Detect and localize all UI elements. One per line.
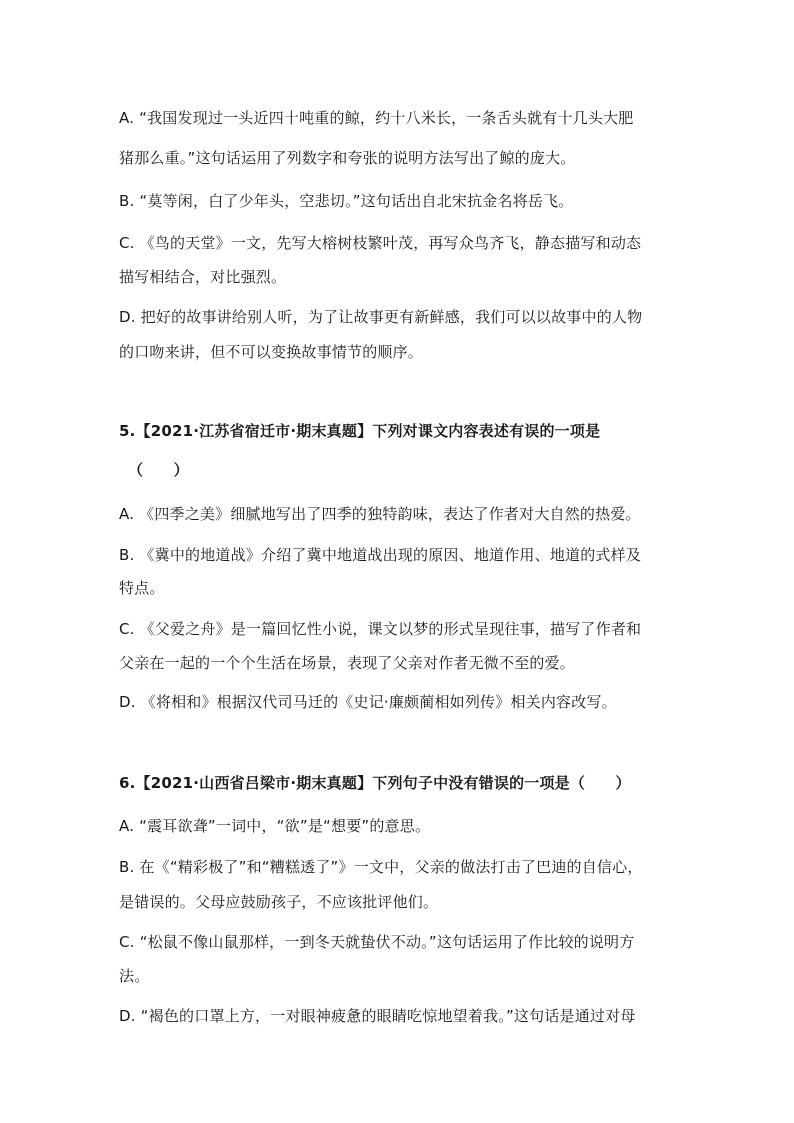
q4-option-a-line2: 猪那么重。”这句话运用了列数字和夸张的说明方法写出了鲸的庞大。 [119,149,576,167]
q5-answer-bracket: （ ） [128,461,189,479]
q4-option-c-line1: C. 《鸟的天堂》一文，先写大榕树枝繁叶茂，再写众鸟齐飞，静态描写和动态 [119,234,642,252]
q4-option-b: B. “莫等闲，白了少年头，空悲切。”这句话出自北宋抗金名将岳飞。 [119,192,574,210]
q5-option-b-line2: 特点。 [119,579,165,597]
q6-option-c-line2: 法。 [119,967,150,985]
q6-option-d: D. “褐色的口罩上方，一对眼神疲惫的眼睛吃惊地望着我。”这句话是通过对母 [119,1007,636,1025]
q5-title: 5.【2021·江苏省宿迁市·期末真题】下列对课文内容表述有误的一项是 [119,422,601,440]
q5-option-b-line1: B. 《冀中的地道战》介绍了冀中地道战出现的原因、地道作用、地道的式样及 [119,546,642,564]
q6-option-b-line1: B. 在《“精彩极了”和“糟糕透了”》一文中，父亲的做法打击了巴迪的自信心， [119,858,643,876]
q4-option-d-line1: D. 把好的故事讲给别人听，为了让故事更有新鲜感，我们可以以故事中的人物 [119,308,643,326]
q6-title: 6.【2021·山西省吕梁市·期末真题】下列句子中没有错误的一项是（ ） [119,774,631,792]
q5-option-d: D. 《将相和》根据汉代司马迁的《史记·廉颇蔺相如列传》相关内容改写。 [119,693,617,711]
q6-option-c-line1: C. “松鼠不像山鼠那样，一到冬天就蛰伏不动。”这句话运用了作比较的说明方 [119,933,635,951]
q5-option-c-line1: C. 《父爱之舟》是一篇回忆性小说，课文以梦的形式呈现往事，描写了作者和 [119,620,642,638]
q4-option-a-line1: A. “我国发现过一头近四十吨重的鲸，约十八米长，一条舌头就有十几头大肥 [119,109,634,127]
q4-option-c-line2: 描写相结合，对比强烈。 [119,268,287,286]
q5-option-c-line2: 父亲在一起的一个个生活在场景，表现了父亲对作者无微不至的爱。 [119,654,576,672]
q5-option-a: A. 《四季之美》细腻地写出了四季的独特韵味，表达了作者对大自然的热爱。 [119,505,641,523]
q4-option-d-line2: 的口吻来讲，但不可以变换故事情节的顺序。 [119,343,424,361]
q6-option-a: A. “震耳欲聋”一词中，“欲”是“想要”的意思。 [119,817,431,835]
q6-option-b-line2: 是错误的。父母应鼓励孩子，不应该批评他们。 [119,893,439,911]
